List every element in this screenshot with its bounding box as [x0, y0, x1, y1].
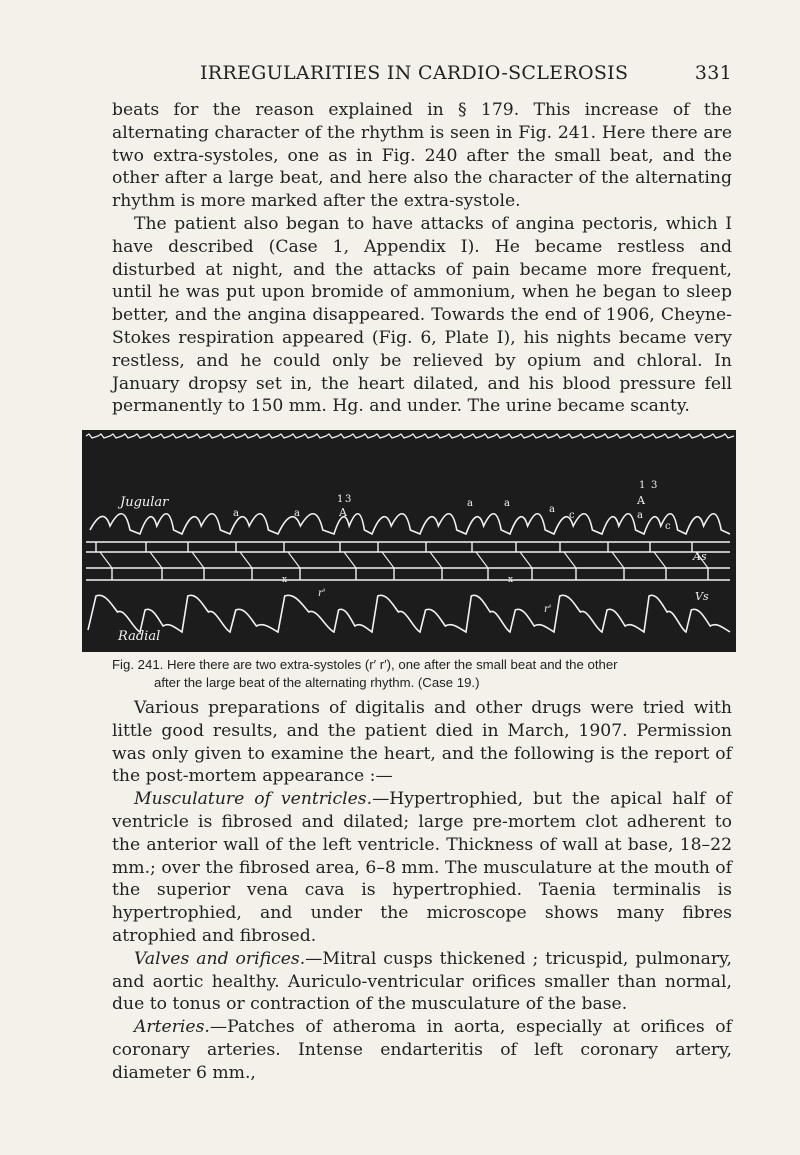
- wave-a-label: a: [549, 504, 555, 515]
- wave-a-label: a: [294, 508, 300, 519]
- wave-A-label: A: [637, 494, 645, 507]
- polygraph-tracing: [82, 430, 736, 652]
- wave-c-label: c: [569, 510, 575, 521]
- page-header: [112, 62, 732, 88]
- extra-systole-x-label: x: [282, 575, 288, 585]
- auricular-systole-label: As: [693, 550, 707, 563]
- number-1-label: 1: [337, 494, 344, 505]
- wave-a-label: a: [637, 510, 643, 521]
- paragraph-arteries: [112, 1016, 732, 1084]
- wave-a-label: a: [233, 508, 239, 519]
- paragraph-continuation: beats for the reason explained in § 179. This increase of the alternating character of the rhythm is seen in Fig. 241. Here there are two extra-systoles, one as in Fig. 240 after the small beat, and the other after a large beat, and here also the character of the alternating rhythm is more marked after the extra-systole.: [112, 100, 732, 212]
- radial-label: Radial: [118, 629, 161, 644]
- wave-a-label: a: [467, 498, 473, 509]
- top-text-block: [112, 99, 732, 418]
- paragraph-angina: The patient also began to have attacks of angina pectoris, which I have described (Case 1, Appendix I). He became restless and disturbed at night, and the attacks of pain became more frequent, until he was put upon bromide of ammonium, when he began to sleep better, and the angina disappeared. Towards the end of 1906, Cheyne-Stokes respiration appeared (Fig. 6, Plate I), his nights became very restless, and he could only be relieved by opium and chloral. In January dropsy set in, the heart dilated, and his blood pressure fell permanently to 150 mm. Hg. and under. The urine became scanty.: [112, 213, 732, 417]
- page-number: 331: [694, 62, 732, 84]
- extra-systole-x-label: x: [508, 575, 514, 585]
- number-3-label: 3: [345, 494, 352, 505]
- extra-systole-r-label: r': [544, 604, 552, 615]
- wave-A-label: A: [339, 506, 347, 519]
- extra-systole-r-label: r': [318, 588, 326, 599]
- caption-line-1: Fig. 241. Here there are two extra-systoles (r′ r′), one after the small beat and the other: [112, 657, 618, 672]
- text-musculature: —Hypertrophied, but the apical half of ventricle is fibrosed and dilated; large pre-mortem clot adherent to the anterior wall of the left ventricle. Thickness of wall at base, 18–22 mm.; over the fibrosed area, 6–8 mm. The musculature at the mouth of the superior vena cava is hypertrophied. Taenia terminalis is hypertrophied, and under the microscope shows many fibres atrophied and fibrosed.: [112, 789, 733, 946]
- heading-musculature: Musculature of ventricles.: [134, 789, 373, 810]
- text-valves: —Mitral cusps thickened ; tricuspid, pulmonary, and aortic healthy. Auriculo-ventricular orifices smaller than normal, due to tonus or contraction of the musculature of the base.: [112, 948, 733, 1015]
- heading-valves: Valves and orifices.: [134, 948, 306, 969]
- text-arteries: —Patches of atheroma in aorta, especially at orifices of coronary arteries. Intense endarteritis of left coronary artery, diameter 6 mm.,: [112, 1017, 732, 1083]
- figure-caption: [112, 656, 732, 692]
- wave-a-label: a: [504, 498, 510, 509]
- paragraph-musculature: [112, 788, 732, 948]
- caption-line-2: after the large beat of the alternating rhythm. (Case 19.): [154, 675, 480, 690]
- number-1-label: 1: [639, 480, 646, 491]
- figure-241-tracing: [82, 430, 736, 652]
- paragraph-treatment: Various preparations of digitalis and other drugs were tried with little good results, and the patient died in March, 1907. Permission was only given to examine the heart, and the following is the report of the post-mortem appearance :—: [112, 698, 732, 787]
- jugular-label: Jugular: [120, 495, 169, 510]
- paragraph-valves: [112, 948, 732, 1016]
- bottom-text-block: [112, 697, 732, 1085]
- running-title: IRREGULARITIES IN CARDIO-SCLEROSIS: [200, 62, 629, 84]
- ventricular-systole-label: Vs: [695, 590, 709, 603]
- heading-arteries: Arteries.: [134, 1017, 210, 1038]
- wave-c-label: c: [665, 521, 671, 532]
- number-3-label: 3: [651, 480, 658, 491]
